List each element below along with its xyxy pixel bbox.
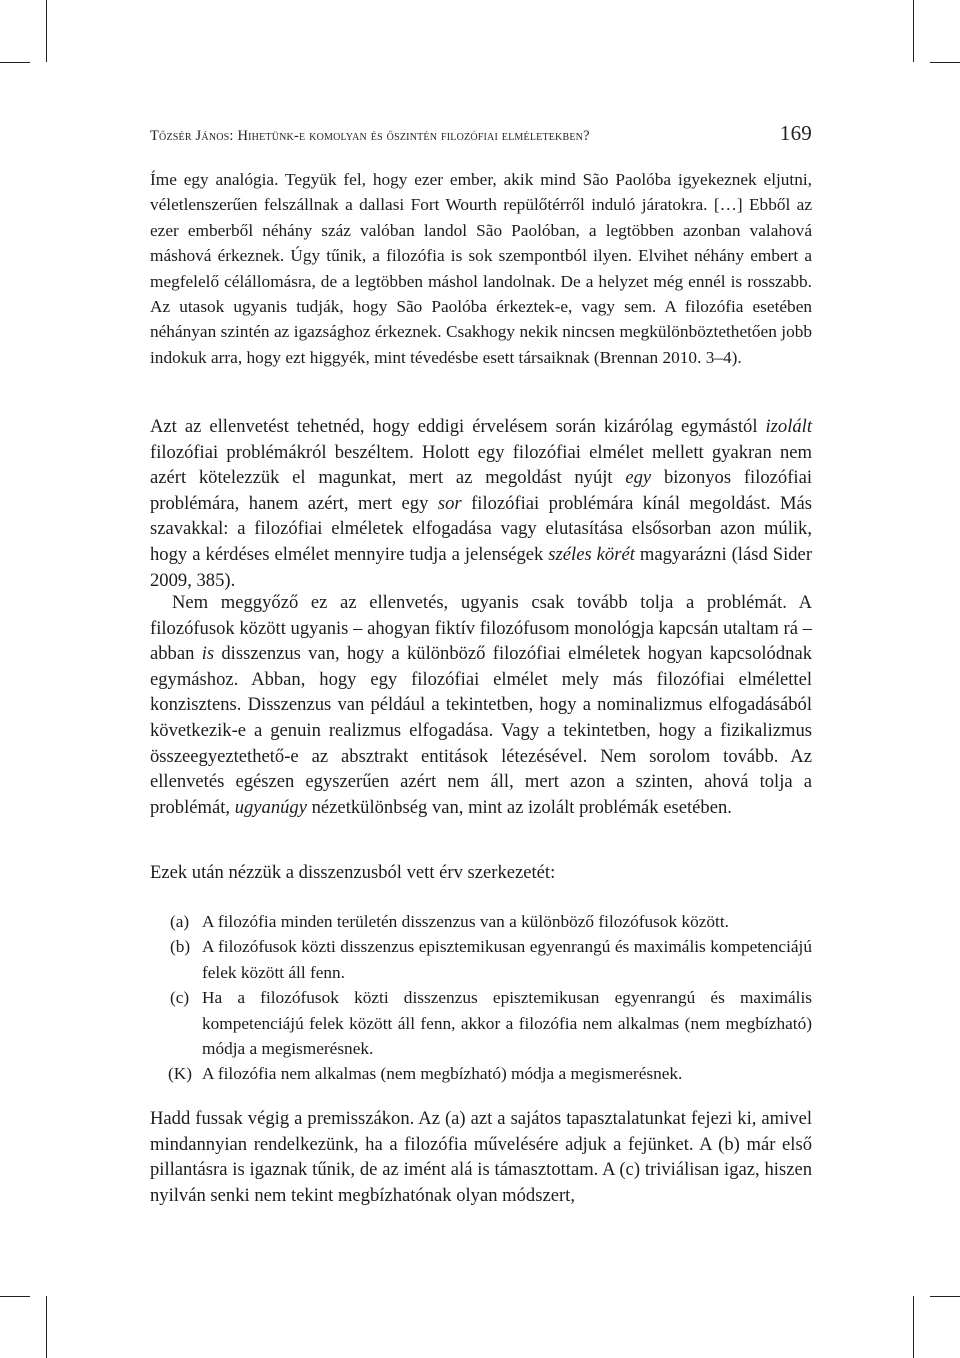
list-item-label: (c) <box>170 988 190 1008</box>
paragraph-2-text: Nem meggyőző ez az ellenvetés, ugyanis csak tovább tolja a problémát. A filozófusok között ugyanis – ahogyan fiktív filozófusom monológja kapcsán utaltam rá – abban is disszenzus van, hogy a különböző filozófiai elméletek hogyan kapcsolódnak egymáshoz. Abban, hogy egy filozófiai elmélet mely más filozófiai elmélettel konzisztens. Disszenzus van például a tekintetben, hogy a nominalizmus elfogadásából következik-e a genuin realizmus elfogadása. Vagy a tekintetben, hogy a fizikalizmus összeegyeztethető-e az absztrakt entitások létezésével. Nem sorolom tovább. Az ellenvetés egészen egyszerűen azért nem áll, mert azon a szinten, ahová tolja a problémát, ugyanúgy nézetkülönbség van, mint az izolált problémák esetében. <box>150 592 812 818</box>
paragraph-1-text: Azt az ellenvetést tehetnéd, hogy eddigi érvelésem során kizárólag egymástól izolált filozófiai problémákról beszéltem. Holott egy filozófiai elmélet mellett gyakran nem azért kötelezzük el magunkat, mert az megoldást nyújt egy bizonyos filozófiai problémára, hanem azért, mert egy sor filozófiai problémára kínál megoldást. Más szavakkal: a filozófiai elméletek elfogadása vagy elutasítása elsősorban azon múlik, hogy a kérdéses elmélet mennyire tudja a jelenségek széles körét magyarázni (lásd Sider 2009, 385). <box>150 416 813 591</box>
crop-mark <box>930 1296 960 1297</box>
list-item-label: (K) <box>168 1064 192 1084</box>
list-item-label: (b) <box>170 937 191 957</box>
crop-mark <box>913 0 914 62</box>
crop-mark <box>46 0 47 62</box>
page-number: 169 <box>779 121 812 145</box>
list-item <box>150 985 812 1061</box>
paragraph-1 <box>150 414 812 593</box>
list-item <box>150 934 812 985</box>
crop-mark <box>0 1296 30 1297</box>
paragraph-4 <box>150 1106 812 1208</box>
paragraph-3 <box>150 860 812 886</box>
emphasis: izolált <box>765 416 812 437</box>
list-item <box>150 1061 812 1086</box>
list-item-text: A filozófia nem alkalmas (nem megbízható) módja a megismerésnek. <box>202 1064 683 1084</box>
list-item <box>150 909 812 934</box>
running-header <box>150 121 812 150</box>
emphasis: is <box>201 643 215 665</box>
emphasis: sor <box>437 492 462 514</box>
paragraph-4-text: Hadd fussak végig a premisszákon. Az (a) azt a sajátos tapasztalatunkat fejezi ki, amivel mindannyian rendelkezünk, ha a filozófia művelésére adjuk a fejünket. A (b) már első pillantásra is igaznak tűnik, de az imént alá is támasztottam. A (c) triviálisan igaz, hiszen nyilván senki nem tekint megbízhatónak olyan módszert, <box>150 1108 812 1206</box>
running-title: Tőzsér János: Hihetünk-e komolyan és őszintén filozófiai elméletekben? <box>150 128 590 144</box>
quote-text: Íme egy analógia. Tegyük fel, hogy ezer ember, akik mind São Paolóba igyekeznek eljutni, véletlenszerűen felszállnak a dallasi Fort Wourth repülőtérről induló járatokra. […] Ebből az ezer emberből néhány száz valóban landol São Paolóban, a legtöbben azonban valahová máshová érkeznek. Úgy tűnik, a filozófia is sok szempontból ilyen. Elvihet néhány embert a megfelelő célállomásra, de a legtöbben máshol landolnak. De a helyzet még ennél is rosszabb. Az utasok ugyanis tudják, hogy São Paolóba érkeztek-e, vagy sem. A filozófia esetében néhányan szintén az igazsághoz érkeznek. Csakhogy nekik nincsen megkülönböztethetően jobb indokuk arra, hogy ezt higgyék, mint tévedésbe esett társaiknak (Brennan 2010. 3–4). <box>150 170 812 367</box>
crop-mark <box>913 1296 914 1358</box>
paragraph-3-text: Ezek után nézzük a disszenzusból vett érv szerkezetét: <box>150 862 556 883</box>
block-quote <box>150 167 812 370</box>
premise-list <box>150 909 812 1087</box>
paragraph-2 <box>150 590 812 820</box>
list-item-text: A filozófia minden területén disszenzus van a különböző filozófusok között. <box>202 912 729 931</box>
crop-mark <box>930 62 960 63</box>
list-item-text: A filozófusok közti disszenzus episztemikusan egyenrangú és maximális kompetenciájú felek között áll fenn. <box>202 937 812 982</box>
crop-mark <box>46 1296 47 1358</box>
emphasis: egy <box>625 467 652 489</box>
emphasis: széles körét <box>548 543 635 565</box>
list-item-label: (a) <box>170 912 190 931</box>
crop-mark <box>0 62 30 63</box>
emphasis: ugyanúgy <box>234 796 307 818</box>
list-item-text: Ha a filozófusok közti disszenzus episztemikusan egyenrangú és maximális kompetenciájú felek között áll fenn, akkor a filozófia nem alkalmas (nem megbízható) módja a megismerésnek. <box>202 988 812 1059</box>
